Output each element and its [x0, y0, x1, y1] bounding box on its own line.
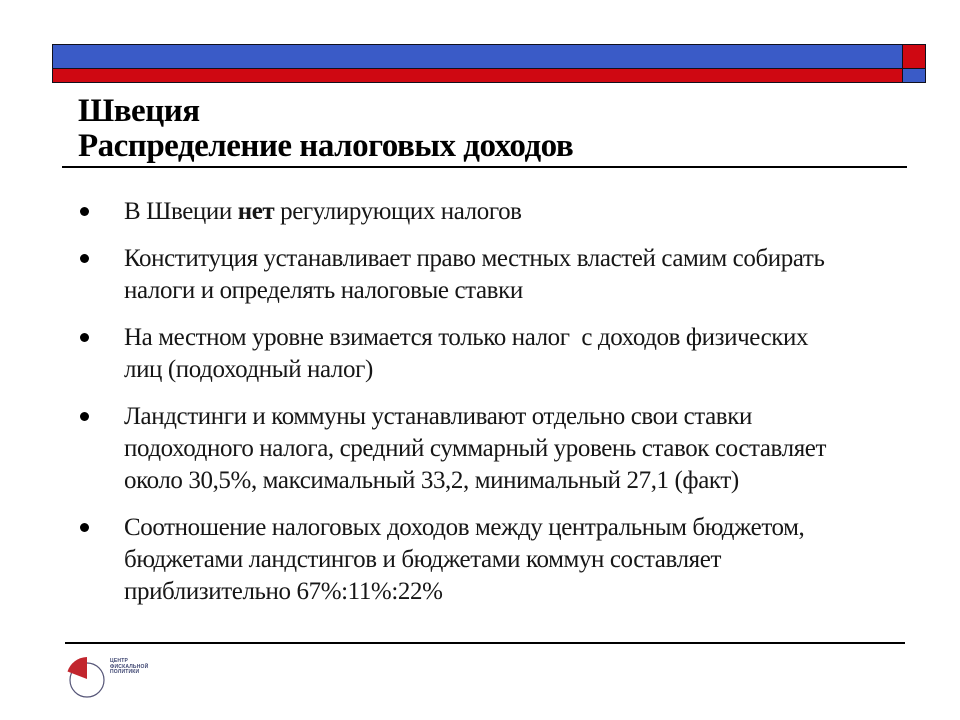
blue-end-square	[903, 69, 926, 83]
pie-chart-logo-icon	[66, 653, 112, 705]
bullet-text-line: Ландстинги и коммуны устанавливают отдельно свои ставки	[124, 403, 752, 430]
red-end-square	[903, 44, 926, 69]
bullet-icon	[80, 523, 89, 532]
logo-text-line1: ЦЕНТР	[110, 658, 128, 664]
bullet-text-line: В Швеции нет регулирующих налогов	[124, 198, 522, 225]
red-bar	[52, 69, 903, 83]
bullet-text-line: около 30,5%, максимальный 33,2, минимальный 27,1 (факт)	[124, 467, 739, 494]
footer-divider	[65, 642, 905, 644]
bullet-icon	[80, 207, 89, 216]
bullet-text-line: приблизительно 67%:11%:22%	[124, 578, 443, 605]
logo-text	[110, 659, 148, 676]
list-item	[80, 401, 890, 497]
slide-title	[78, 94, 573, 164]
logo-text-line3: ПОЛИТИКИ	[110, 669, 140, 675]
top-decoration	[52, 44, 926, 83]
bullet-list	[80, 196, 890, 623]
list-item	[80, 196, 890, 228]
bullet-text	[124, 322, 808, 386]
footer-logo	[66, 653, 196, 708]
bullet-text-line: На местном уровне взимается только налог с доходов физических	[124, 324, 809, 351]
bullet-text	[124, 243, 824, 307]
list-item	[80, 243, 890, 307]
bullet-text	[124, 401, 826, 497]
bullet-text-line: Соотношение налоговых доходов между центральным бюджетом,	[124, 514, 805, 541]
bullet-icon	[80, 333, 89, 342]
title-underline	[62, 166, 907, 168]
bullet-text	[124, 512, 804, 608]
bullet-text-line: налоги и определять налоговые ставки	[124, 277, 523, 304]
bullet-icon	[80, 254, 89, 263]
slide-title-line1: Швеция	[78, 93, 200, 129]
logo-text-line2: ФИСКАЛЬНОЙ	[110, 663, 149, 670]
slide-title-line2: Распределение налоговых доходов	[78, 128, 574, 164]
list-item	[80, 512, 890, 608]
list-item	[80, 322, 890, 386]
bullet-text-line: подоходного налога, средний суммарный уровень ставок составляет	[124, 435, 827, 462]
bullet-text-line: Конституция устанавливает право местных властей самим собирать	[124, 245, 825, 272]
bullet-icon	[80, 412, 89, 421]
bullet-text	[124, 196, 522, 228]
blue-bar	[52, 44, 903, 69]
bullet-text-line: лиц (подоходный налог)	[124, 356, 373, 383]
bullet-text-line: бюджетами ландстингов и бюджетами коммун составляет	[124, 546, 721, 573]
